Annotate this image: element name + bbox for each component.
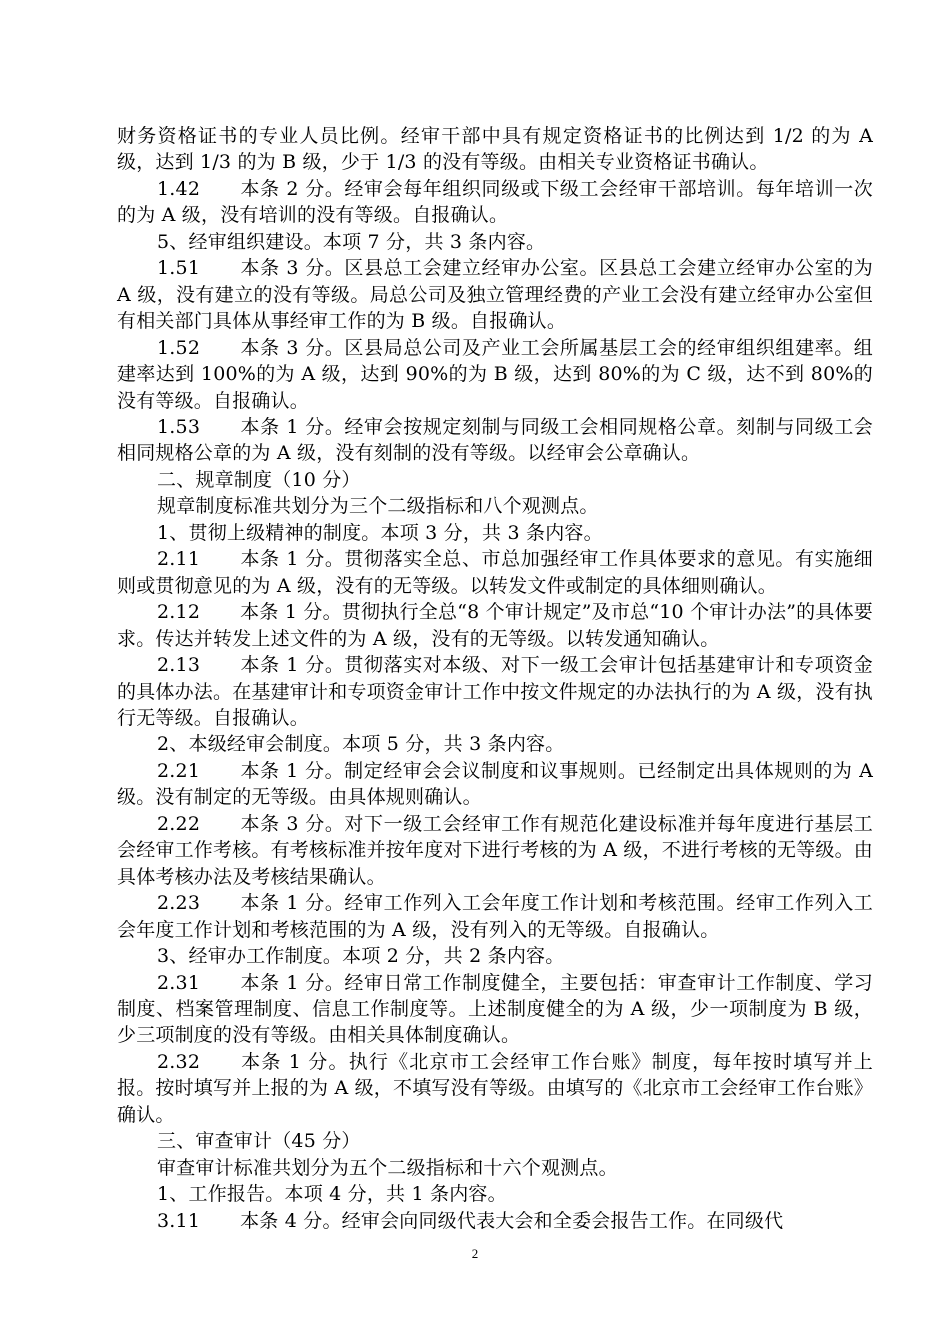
document-body xyxy=(117,123,873,1234)
paragraph-text: 本条 1 分。贯彻落实全总、市总加强经审工作具体要求的意见。有实施细则或贯彻意见的为 A 级，没有的无等级。以转发文件或制定的具体细则确认。 xyxy=(117,548,873,597)
paragraph-text: 本条 1 分。执行《北京市工会经审工作台账》制度，每年按时填写并上报。按时填写并上报的为 A 级，不填写没有等级。由填写的《北京市工会经审工作台账》确认。 xyxy=(117,1050,874,1126)
text-paragraph xyxy=(117,731,873,757)
text-paragraph xyxy=(117,493,873,519)
clause-number: 1.51 xyxy=(157,257,201,280)
paragraph-text: 本条 3 分。区县总工会建立经审办公室。区县总工会建立经审办公室的为 A 级，没有建立的没有等级。局总公司及独立管理经费的产业工会没有建立经审办公室但有相关部门具体从事经审工作的为 B 级。自报确认。 xyxy=(117,257,873,333)
clause-number: 1.53 xyxy=(157,415,201,438)
paragraph-text: 1、贯彻上级精神的制度。本项 3 分，共 3 条内容。 xyxy=(157,521,603,544)
clause-paragraph xyxy=(117,652,873,731)
text-paragraph xyxy=(117,229,873,255)
text-paragraph xyxy=(117,520,873,546)
paragraph-text: 本条 1 分。制定经审会会议制度和议事规则。已经制定出具体规则的为 A 级。没有制定的无等级。由具体规则确认。 xyxy=(117,759,873,809)
paragraph-text: 规章制度标准共划分为三个二级指标和八个观测点。 xyxy=(157,495,599,518)
clause-number: 1.52 xyxy=(157,336,201,359)
paragraph-text: 本条 3 分。区县局总公司及产业工会所属基层工会的经审组织组建率。组建率达到 100%的为 A 级，达到 90%的为 B 级，达到 80%的为 C 级，达不到 80%的没有等级。自报确认。 xyxy=(117,336,873,412)
paragraph-text: 财务资格证书的专业人员比例。经审干部中具有规定资格证书的比例达到 1/2 的为 A 级，达到 1/3 的为 B 级，少于 1/3 的没有等级。由相关专业资格证书确认。 xyxy=(117,125,873,174)
clause-number: 2.31 xyxy=(157,971,201,994)
paragraph-text: 3、经审办工作制度。本项 2 分，共 2 条内容。 xyxy=(157,945,565,968)
paragraph-text: 本条 4 分。经审会向同级代表大会和全委会报告工作。在同级代 xyxy=(240,1209,784,1232)
paragraph-text: 本条 1 分。贯彻执行全总“8 个审计规定”及市总“10 个审计办法”的具体要求。传达并转发上述文件的为 A 级，没有的无等级。以转发通知确认。 xyxy=(117,601,873,650)
paragraph-text: 本条 1 分。经审日常工作制度健全，主要包括：审查审计工作制度、学习制度、档案管理制度、信息工作制度等。上述制度健全的为 A 级，少一项制度为 B 级，少三项制度的没有等级。由相关具体制度确认。 xyxy=(117,971,873,1047)
paragraph-text: 本条 3 分。对下一级工会经审工作有规范化建设标准并每年度进行基层工会经审工作考核。有考核标准并按年度对下进行考核的为 A 级，不进行考核的无等级。由具体考核办法及考核结果确认。 xyxy=(117,812,874,888)
text-paragraph xyxy=(117,1181,873,1207)
clause-paragraph xyxy=(117,758,873,811)
text-paragraph xyxy=(117,123,873,176)
clause-paragraph xyxy=(117,599,873,652)
paragraph-text: 本条 2 分。经审会每年组织同级或下级工会经审干部培训。每年培训一次的为 A 级，没有培训的没有等级。自报确认。 xyxy=(117,177,873,227)
paragraph-text: 二、规章制度（10 分） xyxy=(157,468,361,491)
clause-paragraph xyxy=(117,970,873,1049)
clause-paragraph xyxy=(117,176,873,229)
clause-number: 3.11 xyxy=(157,1209,201,1232)
clause-number: 1.42 xyxy=(157,177,201,200)
clause-number: 2.11 xyxy=(157,548,201,571)
clause-number: 2.22 xyxy=(157,812,201,835)
paragraph-text: 2、本级经审会制度。本项 5 分，共 3 条内容。 xyxy=(157,733,565,756)
text-paragraph xyxy=(117,1155,873,1181)
paragraph-text: 1、工作报告。本项 4 分，共 1 条内容。 xyxy=(157,1183,507,1206)
text-paragraph xyxy=(117,1128,873,1154)
text-paragraph xyxy=(117,943,873,969)
clause-paragraph xyxy=(117,255,873,334)
page-number: 2 xyxy=(471,1246,479,1261)
clause-paragraph xyxy=(117,1049,873,1128)
clause-paragraph xyxy=(117,414,873,467)
clause-number: 2.21 xyxy=(157,759,201,782)
paragraph-text: 本条 1 分。贯彻落实对本级、对下一级工会审计包括基建审计和专项资金的具体办法。在基建审计和专项资金审计工作中按文件规定的办法执行的为 A 级，没有执行无等级。自报确认。 xyxy=(117,654,874,729)
clause-number: 2.32 xyxy=(157,1050,201,1073)
paragraph-text: 5、经审组织建设。本项 7 分，共 3 条内容。 xyxy=(157,230,546,253)
clause-number: 2.12 xyxy=(157,601,201,624)
clause-paragraph xyxy=(117,335,873,414)
clause-number: 2.23 xyxy=(157,892,201,915)
clause-paragraph xyxy=(117,890,873,943)
clause-paragraph xyxy=(117,811,873,890)
clause-number: 2.13 xyxy=(157,654,201,677)
paragraph-text: 本条 1 分。经审工作列入工会年度工作计划和考核范围。经审工作列入工会年度工作计划和考核范围的为 A 级，没有列入的无等级。自报确认。 xyxy=(117,892,873,941)
text-paragraph xyxy=(117,467,873,493)
paragraph-text: 三、审查审计（45 分） xyxy=(157,1130,361,1153)
paragraph-text: 审查审计标准共划分为五个二级指标和十六个观测点。 xyxy=(157,1156,618,1179)
paragraph-text: 本条 1 分。经审会按规定刻制与同级工会相同规格公章。刻制与同级工会相同规格公章的为 A 级，没有刻制的没有等级。以经审会公章确认。 xyxy=(117,415,873,465)
clause-paragraph xyxy=(117,546,873,599)
clause-paragraph xyxy=(117,1208,873,1234)
